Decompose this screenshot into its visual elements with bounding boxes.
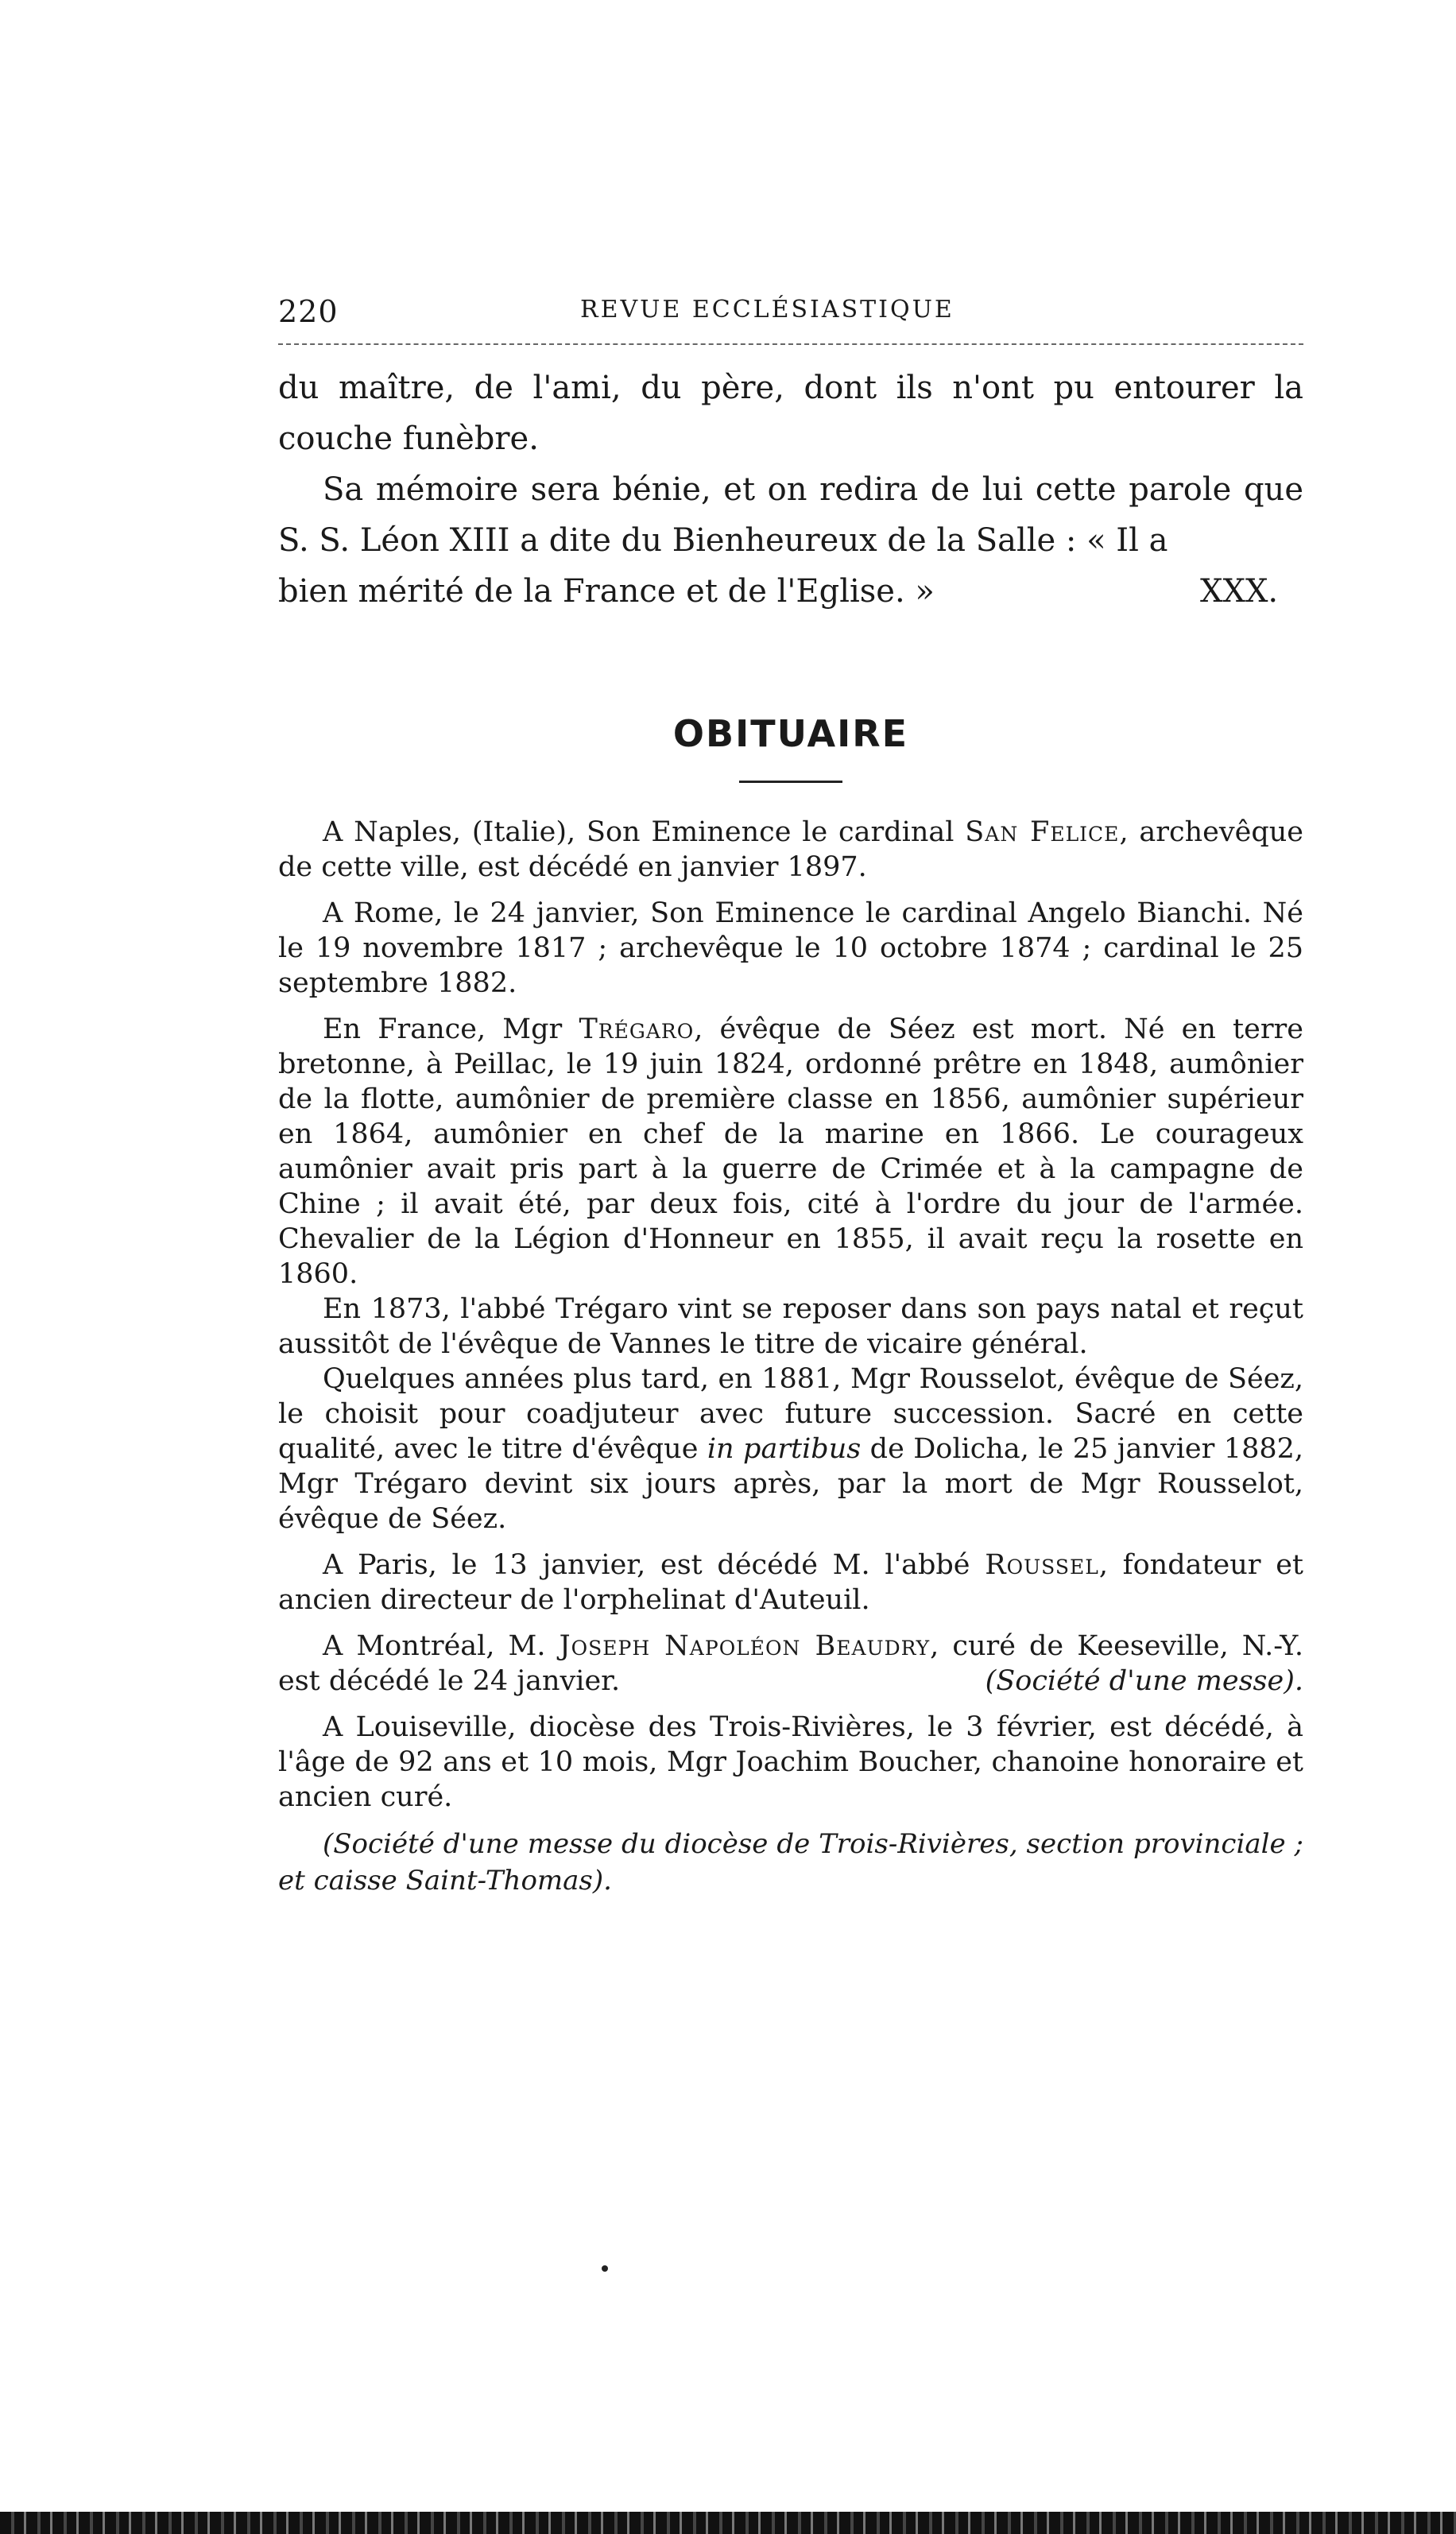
person-name: Joseph Napoléon Beaudry — [559, 1630, 931, 1662]
obituary-entries — [278, 815, 1303, 1899]
entry-tregaro-1881: Quelques années plus tard, en 1881, Mgr Rousselot, évêque de Séez, le choisit pour coadjuteur avec future succession. Sacré en cette qualité, avec le titre d'évêque in partibus de Dolicha, le 25 janvier 1882, Mgr Trégaro devint six jours après, par la mort de Mgr Rousselot, évêque de Séez. — [278, 1363, 1303, 1535]
running-header — [278, 286, 1303, 334]
title-rule — [739, 781, 842, 783]
person-name: San Felice — [965, 816, 1120, 848]
scan-edge — [0, 2512, 1456, 2534]
signature: XXX. — [1200, 573, 1279, 610]
person-name: Roussel — [985, 1549, 1099, 1581]
page — [278, 286, 1303, 1910]
entry-naples: A Naples, (Italie), Son Eminence le cardinal San Felice, archevêque de cette ville, est décédé en janvier 1897. — [278, 816, 1304, 883]
entry-tregaro-1873: En 1873, l'abbé Trégaro vint se reposer dans son pays natal et reçut aussitôt de l'évêque de Vannes le titre de vicaire général. — [278, 1293, 1303, 1360]
intro-last-line: bien mérité de la France et de l'Eglise. » — [278, 573, 935, 610]
entry-france: En France, Mgr Trégaro, évêque de Séez est mort. Né en terre bretonne, à Peillac, le 19 juin 1824, ordonné prêtre en 1848, aumônier de la flotte, aumônier de première classe en 1856, aumônier supérieur en 1864, aumônier en chef de la marine en 1866. Le courageux aumônier avait pris part à la guerre de Crimée et à la campagne de Chine ; il avait été, par deux fois, cité à l'ordre du jour de l'armée. Chevalier de la Légion d'Honneur en 1855, il avait reçu la rosette en 1860. — [278, 1013, 1303, 1290]
intro-closing-line — [278, 566, 1303, 617]
person-name: Trégaro — [579, 1013, 695, 1045]
bullet-mark — [602, 2265, 608, 2272]
page-number: 220 — [278, 294, 339, 329]
entry-louiseville: A Louiseville, diocèse des Trois-Rivières, le 3 février, est décédé, à l'âge de 92 ans et 10 mois, Mgr Joachim Boucher, chanoine honoraire et ancien curé. — [278, 1711, 1303, 1813]
entry-paris: A Paris, le 13 janvier, est décédé M. l'abbé Roussel, fondateur et ancien directeur de l'orphelinat d'Auteuil. — [278, 1549, 1303, 1616]
entry-montreal: A Montréal, M. Joseph Napoléon Beaudry, curé de Keeseville, N.-Y. est décédé le 24 janvier. (Société d'une messe). — [278, 1630, 1303, 1697]
header-rule — [278, 343, 1303, 345]
society-note: (Société d'une messe). — [985, 1665, 1303, 1697]
section-title: OBITUAIRE — [672, 712, 909, 755]
credit-note: (Société d'une messe du diocèse de Trois-Rivières, section provinciale ; et caisse Saint-Thomas). — [278, 1828, 1303, 1897]
italic-phrase: in partibus — [707, 1433, 862, 1465]
running-title: REVUE ECCLÉSIASTIQUE — [580, 296, 955, 324]
intro-paragraph-2: Sa mémoire sera bénie, et on redira de lui cette parole que S. S. Léon XIII a dite du Bienheureux de la Salle : « Il a — [278, 471, 1303, 559]
intro-paragraph-1: du maître, de l'ami, du père, dont ils n'ont pu entourer la couche funèbre. — [278, 370, 1303, 457]
entry-rome: A Rome, le 24 janvier, Son Eminence le cardinal Angelo Bianchi. Né le 19 novembre 1817 ; archevêque le 10 octobre 1874 ; cardinal le 25 septembre 1882. — [278, 897, 1303, 999]
intro-text — [278, 362, 1303, 566]
